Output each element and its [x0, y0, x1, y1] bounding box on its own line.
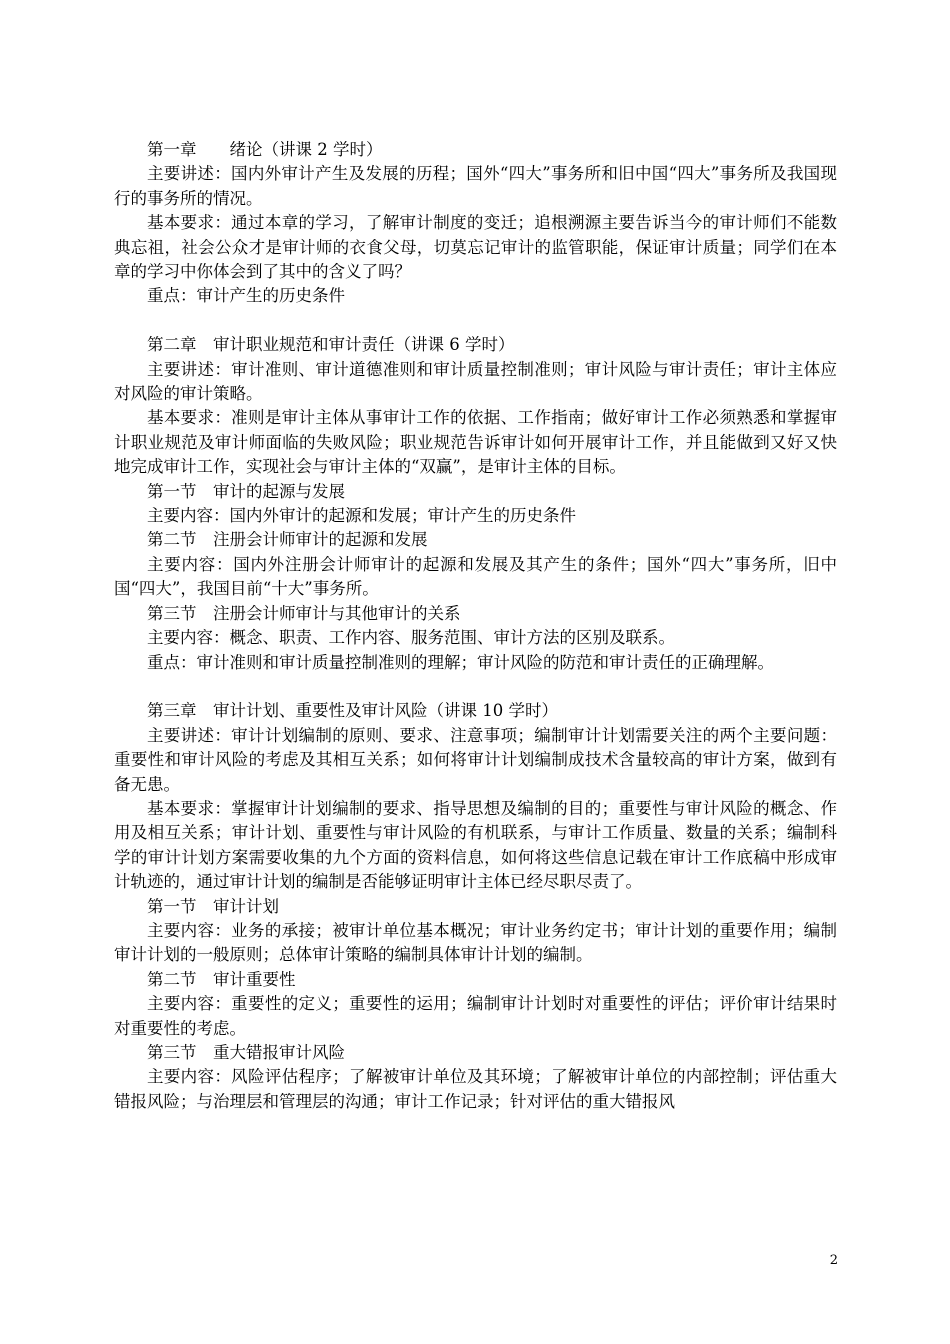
chapter-2-lecture: 主要讲述：审计准则、审计道德准则和审计质量控制准则；审计风险与审计责任；审计主体应对风险的审计策略。	[114, 359, 837, 404]
chapter-3-section-3-content: 主要内容：风险评估程序；了解被审计单位及其环境；了解被审计单位的内部控制；评估重大错报风险；与治理层和管理层的沟通；审计工作记录；针对评估的重大错报风	[114, 1067, 837, 1111]
chapter-1-heading: 第一章 绪论（讲课 2 学时）	[147, 140, 383, 159]
chapter-1-key-points: 重点：审计产生的历史条件	[147, 286, 345, 306]
page-number: 2	[829, 1253, 838, 1268]
chapter-2-section-3-title: 第三节 注册会计师审计与其他审计的关系	[147, 603, 461, 623]
chapter-spacer	[114, 309, 837, 333]
chapter-3-section-1-content: 主要内容：业务的承接；被审计单位基本概况；审计业务约定书；审计计划的重要作用；编制审计计划的一般原则；总体审计策略的编制具体审计计划的编制。	[114, 920, 837, 965]
chapter-3-lecture: 主要讲述：审计计划编制的原则、要求、注意事项；编制审计计划需要关注的两个主要问题：重要性和审计风险的考虑及其相互关系；如何将审计计划编制成技术含量较高的审计方案，做到有备无患。	[114, 725, 837, 794]
chapter-2-section-2-title: 第二节 注册会计师审计的起源和发展	[147, 530, 428, 550]
chapter-3-section-3-title: 第三节 重大错报审计风险	[147, 1043, 345, 1062]
chapter-3-section-2-title: 第二节 审计重要性	[147, 969, 296, 989]
chapter-1-requirements: 基本要求：通过本章的学习，了解审计制度的变迁；追根溯源主要告诉当今的审计师们不能数典忘祖，社会公众才是审计师的衣食父母，切莫忘记审计的监管职能，保证审计质量；同学们在本章的学习中你体会到了其中的含义了吗？	[114, 213, 837, 282]
chapter-3-section-1-title: 第一节 审计计划	[147, 896, 279, 916]
chapter-2-key-points: 重点：审计准则和审计质量控制准则的理解；审计风险的防范和审计责任的正确理解。	[147, 652, 774, 672]
document-body	[114, 138, 837, 1114]
chapter-2-requirements: 基本要求：准则是审计主体从事审计工作的依据、工作指南；做好审计工作必须熟悉和掌握审计职业规范及审计师面临的失败风险；职业规范告诉审计如何开展审计工作，并且能做到又好又快地完成审计工作，实现社会与审计主体的“双赢”，是审计主体的目标。	[114, 408, 837, 477]
chapter-spacer	[114, 675, 837, 699]
chapter-2-section-3-content: 主要内容：概念、职责、工作内容、服务范围、审计方法的区别及联系。	[147, 628, 675, 648]
chapter-3-requirements: 基本要求：掌握审计计划编制的要求、指导思想及编制的目的；重要性与审计风险的概念、作用及相互关系；审计计划、重要性与审计风险的有机联系，与审计工作质量、数量的关系；编制科学的审计计划方案需要收集的九个方面的资料信息，如何将这些信息记载在审计工作底稿中形成审计轨迹的，通过审计计划的编制是否能够证明审计主体已经尽职尽责了。	[114, 798, 837, 892]
chapter-2-heading: 第二章 审计职业规范和审计责任（讲课 6 学时）	[147, 335, 515, 355]
chapter-2-section-1-title: 第一节 审计的起源与发展	[147, 481, 345, 501]
chapter-3-section-2-content: 主要内容：重要性的定义；重要性的运用；编制审计计划时对重要性的评估；评价审计结果时对重要性的考虑。	[114, 994, 837, 1038]
chapter-2-section-2-content: 主要内容：国内外注册会计师审计的起源和发展及其产生的条件；国外“四大”事务所，旧中国“四大”，我国目前“十大”事务所。	[114, 554, 837, 599]
chapter-1-lecture: 主要讲述：国内外审计产生及发展的历程；国外“四大”事务所和旧中国“四大”事务所及我国现行的事务所的情况。	[114, 164, 837, 208]
chapter-2-section-1-content: 主要内容：国内外审计的起源和发展；审计产生的历史条件	[147, 506, 576, 526]
chapter-3-heading: 第三章 审计计划、重要性及审计风险（讲课 10 学时）	[147, 701, 558, 721]
